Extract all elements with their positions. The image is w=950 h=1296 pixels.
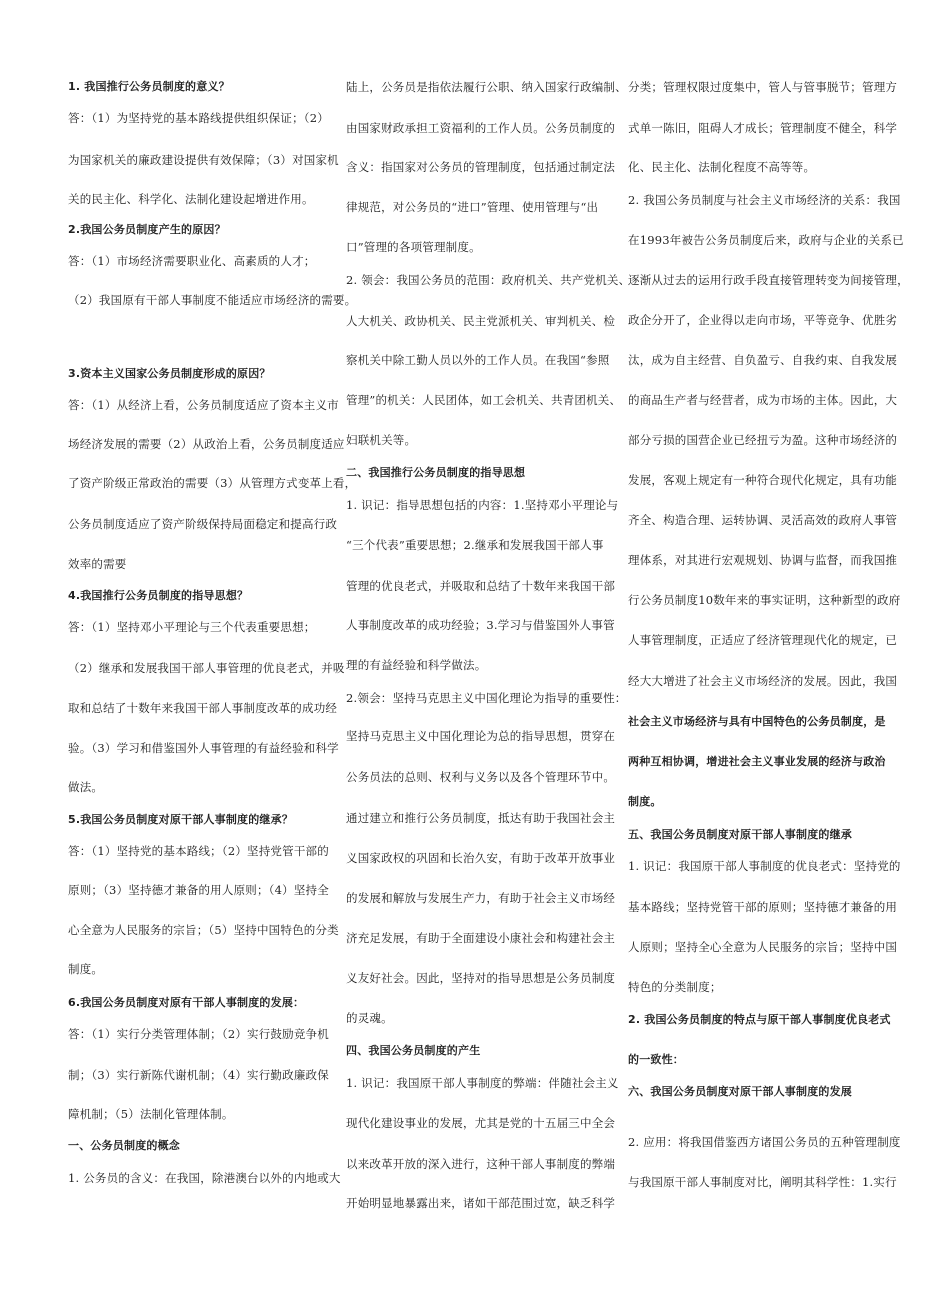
- text-line: 的商品生产者与经营者，成为市场的主体。因此，大: [628, 393, 898, 407]
- text-line: 政企分开了，企业得以走向市场，平等竞争、优胜劣: [628, 313, 898, 327]
- text-line: 场经济发展的需要（2）从政治上看，公务员制度适应: [68, 437, 345, 451]
- text-line: 式单一陈旧，阻碍人才成长；管理制度不健全，科学: [628, 121, 898, 135]
- text-line: 的灵魂。: [346, 1011, 393, 1025]
- text-line: 2.领会：坚持马克思主义中国化理论为指导的重要性：: [346, 691, 627, 705]
- section-heading-6: 六、我国公务员制度对原干部人事制度的发展: [628, 1085, 852, 1098]
- text-line: 察机关中除工勤人员以外的工作人员。在我国“参照: [346, 353, 610, 367]
- text-line: 开始明显地暴露出来，诸如干部范围过宽，缺乏科学: [346, 1196, 616, 1210]
- bold-text-line: 社会主义市场经济与具有中国特色的公务员制度，是: [628, 715, 886, 728]
- text-line: 义国家政权的巩固和长治久安，有助于改革开放事业: [346, 851, 616, 865]
- text-line: 答：（1）从经济上看，公务员制度适应了资本主义市: [68, 398, 339, 412]
- text-line: 2. 领会：我国公务员的范围：政府机关、共产党机关、: [346, 273, 631, 287]
- text-line: 陆上，公务员是指依法履行公职、纳入国家行政编制、: [346, 80, 627, 94]
- text-line: 基本路线；坚持党管干部的原则；坚持德才兼备的用: [628, 900, 898, 914]
- text-line: “三个代表”重要思想；2.继承和发展我国干部人事: [346, 538, 604, 552]
- text-line: 化、民主化、法制化程度不高等等。: [628, 160, 816, 174]
- text-line: 逐渐从过去的运用行政手段直接管理转变为间接管理，: [628, 273, 909, 287]
- text-line: 行公务员制度10数年来的事实证明，这种新型的政府: [628, 593, 901, 607]
- question-heading-2: 2.我国公务员制度产生的原因？: [68, 223, 226, 236]
- question-heading-5: 5.我国公务员制度对原干部人事制度的继承？: [68, 813, 294, 826]
- text-line: 人事管理制度，正适应了经济管理现代化的规定，已: [628, 633, 898, 647]
- text-line: 通过建立和推行公务员制度，抵达有助于我国社会主: [346, 811, 616, 825]
- question-heading-4: 4.我国推行公务员制度的指导思想？: [68, 589, 249, 602]
- text-line: 与我国原干部人事制度对比，阐明其科学性：1.实行: [628, 1175, 897, 1189]
- text-line: 答：（1）实行分类管理体制；（2）实行鼓励竞争机: [68, 1027, 329, 1041]
- text-line: 汰，成为自主经营、自负盈亏、自我约束、自我发展: [628, 353, 898, 367]
- text-line: 原则；（3）坚持德才兼备的用人原则；（4）坚持全: [68, 883, 329, 897]
- text-line: 在1993年被告公务员制度后来，政府与企业的关系已: [628, 233, 904, 247]
- text-line: （2）继承和发展我国干部人事管理的优良老式，并吸: [68, 661, 345, 675]
- text-line: 答：（1）市场经济需要职业化、高素质的人才；: [68, 254, 316, 268]
- text-line: 验。（3）学习和借鉴国外人事管理的有益经验和科学: [68, 741, 339, 755]
- text-line: 答：（1）为坚持党的基本路线提供组织保证；（2）: [68, 111, 329, 125]
- text-line: 分类；管理权限过度集中，管人与管事脱节；管理方: [628, 80, 898, 94]
- text-line: 1. 识记：指导思想包括的内容：1.坚持邓小平理论与: [346, 498, 619, 512]
- text-line: （2）我国原有干部人事制度不能适应市场经济的需要。: [68, 293, 357, 307]
- text-line: 齐全、构造合理、运转协调、灵活高效的政府人事管: [628, 513, 898, 527]
- section-heading-1: 一、公务员制度的概念: [68, 1139, 180, 1152]
- text-line: 1. 识记：我国原干部人事制度的优良老式：坚持党的: [628, 859, 901, 873]
- section-heading-5: 五、我国公务员制度对原干部人事制度的继承: [628, 828, 852, 841]
- text-line: 以来改革开放的深入进行，这种干部人事制度的弊端: [346, 1157, 616, 1171]
- text-line: 答：（1）坚持邓小平理论与三个代表重要思想；: [68, 620, 316, 634]
- text-line: 的发展和解放与发展生产力，有助于社会主义市场经: [346, 891, 616, 905]
- section-heading-2: 二、我国推行公务员制度的指导思想: [346, 466, 526, 479]
- text-line: 人原则；坚持全心全意为人民服务的宗旨；坚持中国: [628, 940, 898, 954]
- text-line: 管理”的机关：人民团体，如工会机关、共青团机关、: [346, 393, 622, 407]
- text-line: 答：（1）坚持党的基本路线；（2）坚持党管干部的: [68, 844, 329, 858]
- bold-text-line: 的一致性：: [628, 1053, 684, 1066]
- text-line: 部分亏损的国营企业已经扭亏为盈。这种市场经济的: [628, 433, 898, 447]
- text-line: 妇联机关等。: [346, 433, 417, 447]
- text-line: 济充足发展，有助于全面建设小康社会和构建社会主: [346, 931, 616, 945]
- text-line: 特色的分类制度；: [628, 980, 722, 994]
- text-line: 公务员法的总则、权利与义务以及各个管理环节中。: [346, 770, 616, 784]
- text-line: 制度。: [68, 962, 104, 976]
- text-line: 制；（3）实行新陈代谢机制；（4）实行勤政廉政保: [68, 1068, 329, 1082]
- text-line: 口”管理的各项管理制度。: [346, 240, 481, 254]
- text-line: 关的民主化、科学化、法制化建设起增进作用。: [68, 192, 314, 206]
- text-line: 经大大增进了社会主义市场经济的发展。因此，我国: [628, 674, 898, 688]
- text-line: 障机制；（5）法制化管理体制。: [68, 1107, 234, 1121]
- text-line: 做法。: [68, 780, 104, 794]
- bold-text-line: 2. 我国公务员制度的特点与原干部人事制度优良老式: [628, 1013, 891, 1026]
- question-heading-3: 3.资本主义国家公务员制度形成的原因？: [68, 367, 271, 380]
- text-line: 义友好社会。因此，坚持对的指导思想是公务员制度: [346, 971, 616, 985]
- text-line: 取和总结了十数年来我国干部人事制度改革的成功经: [68, 701, 338, 715]
- text-line: 人大机关、政协机关、民主党派机关、审判机关、检: [346, 314, 616, 328]
- text-line: 效率的需要: [68, 557, 127, 571]
- text-line: 含义：指国家对公务员的管理制度，包括通过制定法: [346, 160, 616, 174]
- text-line: 为国家机关的廉政建设提供有效保障；（3）对国家机: [68, 153, 339, 167]
- text-line: 律规范，对公务员的“进口”管理、使用管理与“出: [346, 200, 599, 214]
- section-heading-4: 四、我国公务员制度的产生: [346, 1044, 481, 1057]
- text-line: 现代化建设事业的发展，尤其是党的十五届三中全会: [346, 1116, 616, 1130]
- text-line: 1. 公务员的含义：在我国，除港澳台以外的内地或大: [68, 1171, 341, 1185]
- question-heading-1: 1. 我国推行公务员制度的意义？: [68, 80, 230, 93]
- text-line: 发展，客观上规定有一种符合现代化规定，具有功能: [628, 473, 898, 487]
- text-line: 公务员制度适应了资产阶级保持局面稳定和提高行政: [68, 517, 338, 531]
- text-line: 心全意为人民服务的宗旨；（5）坚持中国特色的分类: [68, 923, 339, 937]
- question-heading-6: 6.我国公务员制度对原有干部人事制度的发展：: [68, 996, 305, 1009]
- text-line: 坚持马克思主义中国化理论为总的指导思想，贯穿在: [346, 729, 616, 743]
- text-line: 由国家财政承担工资福利的工作人员。公务员制度的: [346, 121, 616, 135]
- text-line: 理的有益经验和科学做法。: [346, 658, 487, 672]
- text-line: 理体系，对其进行宏观规划、协调与监督，而我国推: [628, 553, 898, 567]
- text-line: 2. 我国公务员制度与社会主义市场经济的关系：我国: [628, 193, 901, 207]
- bold-text-line: 两种互相协调，增进社会主义事业发展的经济与政治: [628, 755, 886, 768]
- text-line: 2. 应用：将我国借鉴西方诸国公务员的五种管理制度: [628, 1135, 901, 1149]
- text-line: 管理的优良老式，并吸取和总结了十数年来我国干部: [346, 579, 616, 593]
- text-line: 人事制度改革的成功经验；3.学习与借鉴国外人事管: [346, 618, 615, 632]
- text-line: 了资产阶级正常政治的需要（3）从管理方式变革上看，: [68, 476, 357, 490]
- text-line: 1. 识记：我国原干部人事制度的弊端：伴随社会主义: [346, 1076, 619, 1090]
- bold-text-line: 制度。: [628, 795, 662, 808]
